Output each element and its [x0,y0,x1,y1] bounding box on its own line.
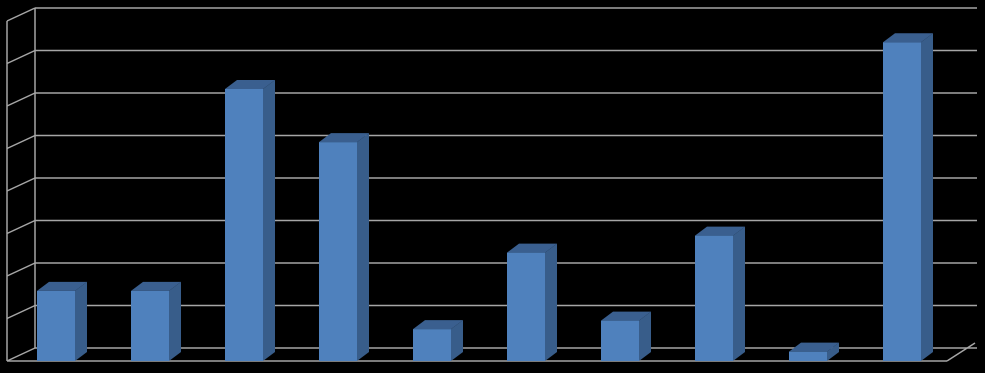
gridline-side [7,8,35,21]
bar [507,244,557,361]
gridline-side [7,178,35,191]
bar-front [225,89,263,361]
gridline-side [7,263,35,276]
bar [601,312,651,361]
bar-side [169,282,181,361]
bar-side [733,227,745,361]
floor-edge [947,343,975,361]
bar-front [319,142,357,361]
bar [883,33,933,361]
bar-front [37,291,75,361]
bar-front [695,236,733,361]
bar-front [507,253,545,361]
bar [789,343,839,361]
bar-front [601,321,639,361]
bar-side [75,282,87,361]
bar-front [789,352,827,361]
bar-side [545,244,557,361]
gridline-side [7,51,35,64]
bar-front [413,329,451,361]
bar-front [883,42,921,361]
gridline-side [7,136,35,149]
bar-side [921,33,933,361]
gridline-side [7,221,35,234]
bar-front [131,291,169,361]
bar [319,133,369,361]
bar [131,282,181,361]
bar [37,282,87,361]
bar [225,80,275,361]
bar [413,320,463,361]
bar-side [357,133,369,361]
gridline-side [7,348,35,361]
bar [695,227,745,361]
bar-side [263,80,275,361]
gridline-side [7,93,35,106]
gridline-side [7,306,35,319]
bars-layer [37,33,933,361]
